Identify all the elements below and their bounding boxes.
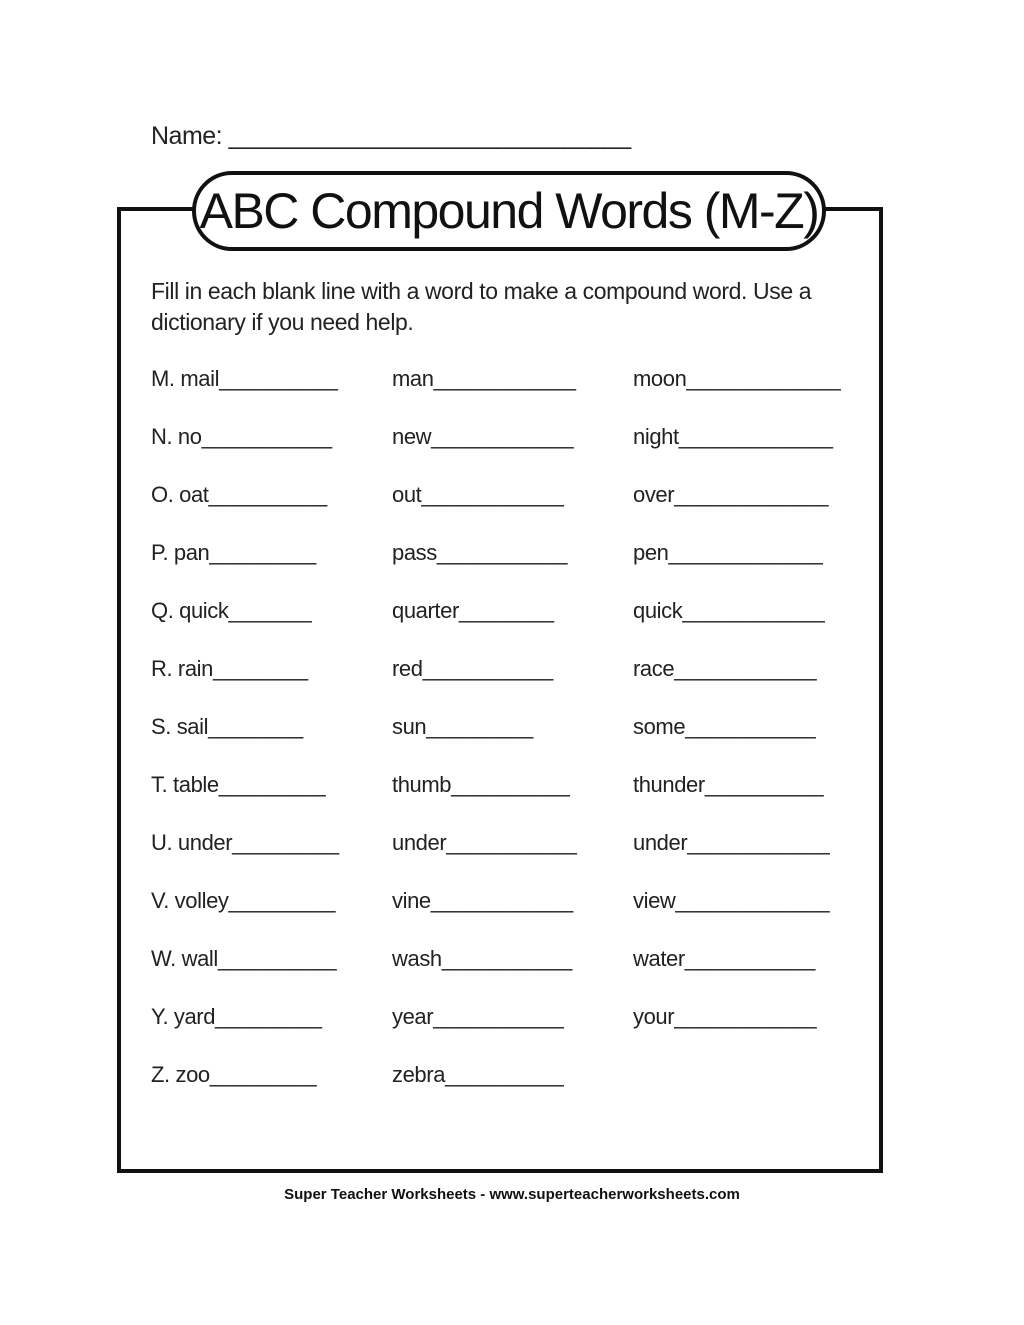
word-blank[interactable]: V. volley_________ xyxy=(151,888,336,913)
word-blank[interactable]: red___________ xyxy=(392,656,553,681)
page-title: ABC Compound Words (M-Z) xyxy=(199,183,819,239)
word-blank[interactable]: quarter________ xyxy=(392,598,554,623)
word-blank[interactable]: man____________ xyxy=(392,366,576,391)
word-blank[interactable]: M. mail__________ xyxy=(151,366,338,391)
word-blank[interactable]: Y. yard_________ xyxy=(151,1004,322,1029)
word-blank[interactable]: over_____________ xyxy=(633,482,829,507)
word-blank[interactable]: thumb__________ xyxy=(392,772,570,797)
word-blank[interactable]: night_____________ xyxy=(633,424,833,449)
word-blank[interactable]: view_____________ xyxy=(633,888,830,913)
word-blank[interactable]: W. wall__________ xyxy=(151,946,337,971)
word-blank[interactable]: P. pan_________ xyxy=(151,540,316,565)
instructions-text: Fill in each blank line with a word to make a compound word. Use a dictionary if you need help. xyxy=(151,278,812,335)
word-blank[interactable]: under___________ xyxy=(392,830,577,855)
name-field-label: Name: ______________________________ xyxy=(151,122,631,150)
footer-credit: Super Teacher Worksheets - www.superteacherworksheets.com xyxy=(284,1186,740,1203)
word-blank[interactable]: zebra__________ xyxy=(392,1062,564,1087)
word-blank[interactable]: year___________ xyxy=(392,1004,564,1029)
word-blank[interactable]: T. table_________ xyxy=(151,772,326,797)
word-blank[interactable]: pen_____________ xyxy=(633,540,823,565)
word-blank[interactable]: O. oat__________ xyxy=(151,482,327,507)
word-blank[interactable]: pass___________ xyxy=(392,540,568,565)
word-blank[interactable]: N. no___________ xyxy=(151,424,332,449)
word-blank[interactable]: race____________ xyxy=(633,656,817,681)
word-blank[interactable]: R. rain________ xyxy=(151,656,308,681)
word-blank[interactable]: Z. zoo_________ xyxy=(151,1062,317,1087)
word-blank[interactable]: quick____________ xyxy=(633,598,825,623)
word-blank[interactable]: new____________ xyxy=(392,424,574,449)
word-blank[interactable]: wash___________ xyxy=(392,946,572,971)
word-blank[interactable]: sun_________ xyxy=(392,714,533,739)
word-blank[interactable]: thunder__________ xyxy=(633,772,824,797)
word-blank[interactable]: under____________ xyxy=(633,830,830,855)
word-blank[interactable]: water___________ xyxy=(633,946,815,971)
word-blank[interactable]: your____________ xyxy=(633,1004,817,1029)
word-blank[interactable]: S. sail________ xyxy=(151,714,303,739)
word-blank[interactable]: some___________ xyxy=(633,714,816,739)
word-blank[interactable]: U. under_________ xyxy=(151,830,339,855)
word-blank[interactable]: Q. quick_______ xyxy=(151,598,312,623)
word-blank[interactable]: vine____________ xyxy=(392,888,573,913)
title-banner xyxy=(192,171,826,251)
word-blank[interactable]: out____________ xyxy=(392,482,564,507)
word-blank[interactable]: moon_____________ xyxy=(633,366,841,391)
